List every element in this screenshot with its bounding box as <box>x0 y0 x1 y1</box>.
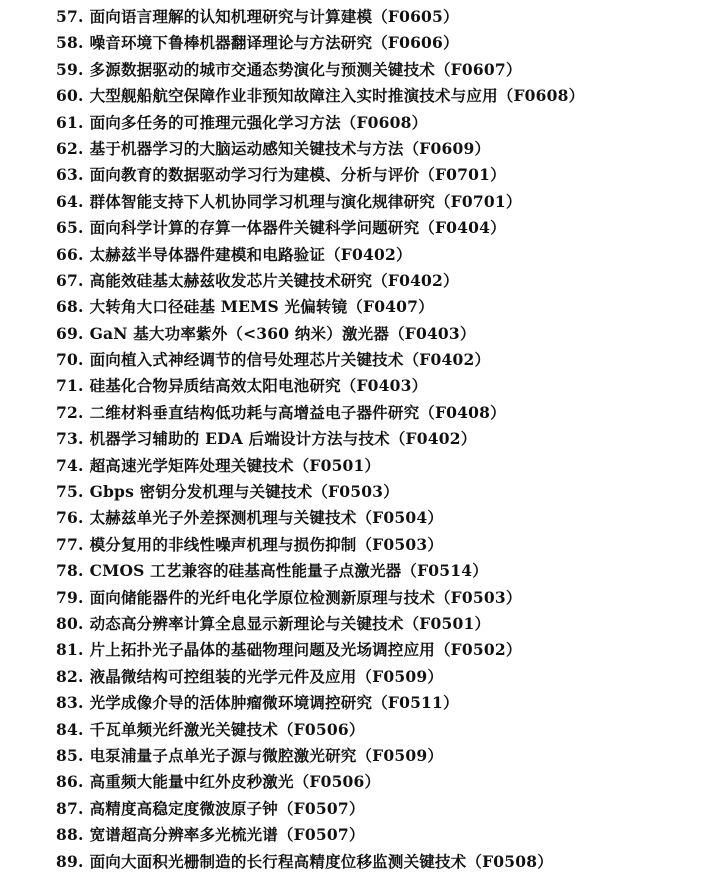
item-title: 硅基化合物异质结高效太阳电池研究 <box>89 376 341 396</box>
item-code: （F0701） <box>419 165 506 185</box>
list-item <box>56 611 720 637</box>
item-title: 面向大面积光栅制造的长行程高精度位移监测关键技术 <box>89 851 467 871</box>
item-number: 73. <box>56 429 84 449</box>
item-code: （F0606） <box>372 33 459 53</box>
list-item <box>56 83 720 109</box>
list-item <box>56 162 720 188</box>
item-code: （F0407） <box>347 297 434 317</box>
item-code: （F0605） <box>372 7 459 26</box>
item-title: 电泵浦量子点单光子源与微腔激光研究 <box>89 745 357 765</box>
item-title: 片上拓扑光子晶体的基础物理问题及光场调控应用 <box>89 640 435 660</box>
item-title: 面向教育的数据驱动学习行为建模、分析与评价 <box>89 165 420 185</box>
item-code: （F0402） <box>403 350 491 370</box>
item-code: （F0508） <box>466 851 553 871</box>
item-code: （F0501） <box>403 613 491 633</box>
item-title: 光学成像介导的活体肿瘤微环境调控研究 <box>89 693 373 713</box>
item-number: 76. <box>56 508 84 528</box>
item-code: （F0607） <box>434 59 522 79</box>
list-item <box>56 558 720 584</box>
item-code: （F0503） <box>434 587 522 607</box>
list-item <box>56 532 720 558</box>
item-number: 57. <box>56 7 84 26</box>
item-number: 70. <box>56 350 84 370</box>
item-title: 基于机器学习的大脑运动感知关键技术与方法 <box>89 138 404 158</box>
item-number: 60. <box>56 86 84 106</box>
list-item <box>56 294 720 320</box>
item-title: 机器学习辅助的 EDA 后端设计方法与技术 <box>89 429 390 449</box>
item-number: 88. <box>56 825 84 845</box>
list-item <box>56 426 720 452</box>
item-number: 59. <box>56 59 84 79</box>
item-number: 87. <box>56 798 84 818</box>
item-code: （F0608） <box>497 86 585 106</box>
item-title: 千瓦单频光纤激光关键技术 <box>89 719 278 739</box>
item-code: （F0509） <box>356 745 444 765</box>
item-title: 宽谱超高分辨率多光梳光谱 <box>89 825 278 845</box>
list-item <box>56 849 720 875</box>
item-code: （F0507） <box>277 825 365 845</box>
item-number: 81. <box>56 640 84 660</box>
item-number: 71. <box>56 376 84 396</box>
item-code: （F0402） <box>372 270 459 290</box>
item-code: （F0511） <box>372 693 459 713</box>
item-code: （F0506） <box>277 719 365 739</box>
item-number: 80. <box>56 613 84 633</box>
item-number: 58. <box>56 33 84 53</box>
item-title: 太赫兹半导体器件建模和电路验证 <box>89 244 326 264</box>
item-code: （F0507） <box>277 798 365 818</box>
item-title: Gbps 密钥分发机理与关键技术 <box>89 482 313 502</box>
list-item <box>56 373 720 399</box>
list-item <box>56 637 720 663</box>
list-item <box>56 57 720 83</box>
item-title: 面向科学计算的存算一体器件关键科学问题研究 <box>89 218 420 238</box>
item-code: （F0402） <box>389 429 477 449</box>
list-item <box>56 585 720 611</box>
item-number: 61. <box>56 112 84 132</box>
item-title: 动态高分辨率计算全息显示新理论与关键技术 <box>89 613 404 633</box>
item-code: （F0504） <box>356 508 444 528</box>
item-number: 67. <box>56 270 84 290</box>
project-list <box>56 4 720 875</box>
item-code: （F0514） <box>401 561 488 581</box>
item-number: 77. <box>56 534 84 554</box>
item-code: （F0408） <box>419 402 506 422</box>
list-item <box>56 136 720 162</box>
item-title: 面向语言理解的认知机理研究与计算建模 <box>89 7 373 26</box>
item-number: 64. <box>56 191 84 211</box>
list-item <box>56 479 720 505</box>
item-code: （F0506） <box>293 772 381 792</box>
item-code: （F0501） <box>293 455 381 475</box>
item-code: （F0609） <box>403 138 491 158</box>
item-number: 63. <box>56 165 84 185</box>
list-item <box>56 321 720 347</box>
item-number: 86. <box>56 772 84 792</box>
item-title: 超高速光学矩阵处理关键技术 <box>89 455 294 475</box>
list-item <box>56 242 720 268</box>
item-title: 二维材料垂直结构低功耗与高增益电子器件研究 <box>89 402 420 422</box>
item-title: 大型舰船航空保障作业非预知故障注入实时推演技术与应用 <box>89 86 498 106</box>
item-title: 太赫兹单光子外差探测机理与关键技术 <box>89 508 357 528</box>
item-number: 83. <box>56 693 84 713</box>
item-number: 89. <box>56 851 84 871</box>
list-item <box>56 347 720 373</box>
list-item <box>56 690 720 716</box>
list-item <box>56 822 720 848</box>
item-title: 群体智能支持下人机协同学习机理与演化规律研究 <box>89 191 435 211</box>
item-title: 大转角大口径硅基 MEMS 光偏转镜 <box>89 297 348 317</box>
item-code: （F0503） <box>356 534 444 554</box>
list-item <box>56 30 720 56</box>
item-number: 75. <box>56 482 84 502</box>
item-code: （F0402） <box>325 244 412 264</box>
list-item <box>56 268 720 294</box>
item-title: 面向多任务的可推理元强化学习方法 <box>89 112 341 132</box>
item-code: （F0403） <box>340 376 428 396</box>
item-number: 72. <box>56 402 84 422</box>
item-title: 液晶微结构可控组装的光学元件及应用 <box>89 666 357 686</box>
list-item <box>56 743 720 769</box>
item-title: 噪音环境下鲁棒机器翻译理论与方法研究 <box>89 33 373 53</box>
item-number: 66. <box>56 244 84 264</box>
list-item <box>56 796 720 822</box>
item-title: 高能效硅基太赫兹收发芯片关键技术研究 <box>89 270 373 290</box>
item-title: 高精度高稳定度微波原子钟 <box>89 798 278 818</box>
list-item <box>56 453 720 479</box>
item-code: （F0701） <box>434 191 522 211</box>
list-item <box>56 400 720 426</box>
item-code: （F0503） <box>312 482 399 502</box>
item-number: 68. <box>56 297 84 317</box>
item-title: 高重频大能量中红外皮秒激光 <box>89 772 294 792</box>
list-item <box>56 664 720 690</box>
item-code: （F0403） <box>389 323 476 343</box>
item-title: 多源数据驱动的城市交通态势演化与预测关键技术 <box>89 59 435 79</box>
item-number: 74. <box>56 455 84 475</box>
item-number: 78. <box>56 561 84 581</box>
item-number: 84. <box>56 719 84 739</box>
list-item <box>56 4 720 30</box>
item-number: 69. <box>56 323 84 343</box>
item-title: 模分复用的非线性噪声机理与损伤抑制 <box>89 534 357 554</box>
item-title: 面向储能器件的光纤电化学原位检测新原理与技术 <box>89 587 435 607</box>
item-code: （F0502） <box>434 640 522 660</box>
list-item <box>56 215 720 241</box>
item-number: 65. <box>56 218 84 238</box>
list-item <box>56 110 720 136</box>
item-code: （F0608） <box>340 112 428 132</box>
item-code: （F0404） <box>419 218 506 238</box>
item-number: 62. <box>56 138 84 158</box>
item-number: 85. <box>56 745 84 765</box>
item-title: GaN 基大功率紫外（<360 纳米）激光器 <box>89 323 390 343</box>
item-number: 79. <box>56 587 84 607</box>
item-code: （F0509） <box>356 666 444 686</box>
item-number: 82. <box>56 666 84 686</box>
list-item <box>56 769 720 795</box>
item-title: 面向植入式神经调节的信号处理芯片关键技术 <box>89 350 404 370</box>
list-item <box>56 189 720 215</box>
item-title: CMOS 工艺兼容的硅基高性能量子点激光器 <box>89 561 402 581</box>
list-item <box>56 717 720 743</box>
list-item <box>56 505 720 531</box>
